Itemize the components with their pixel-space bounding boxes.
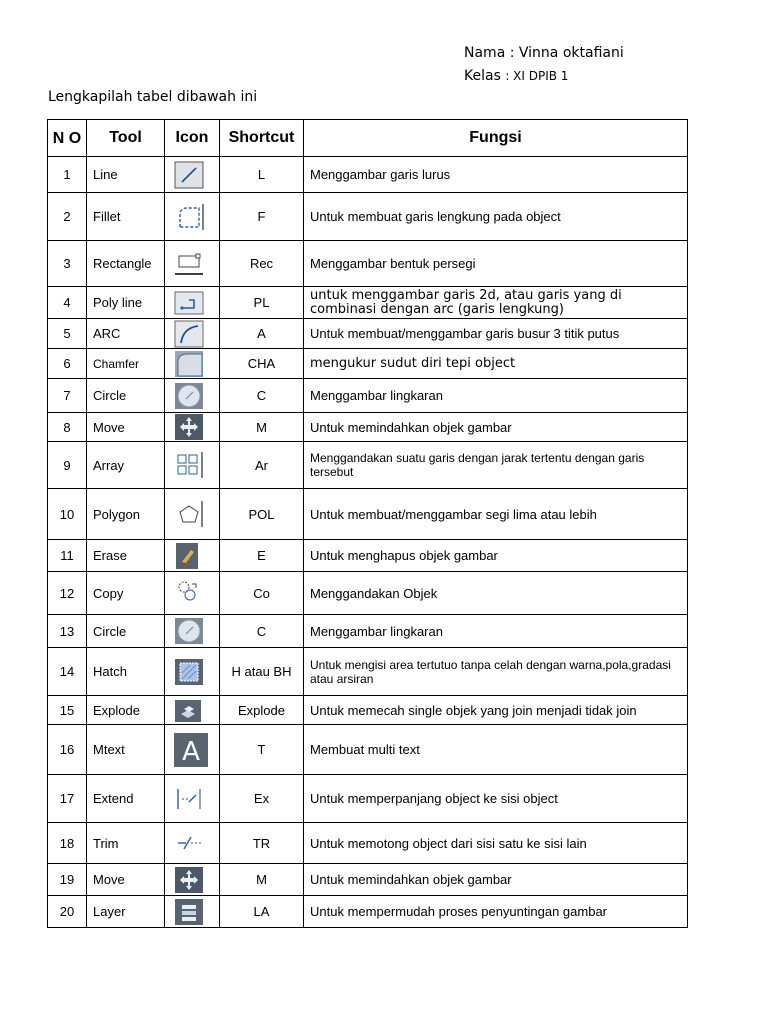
cell-shortcut: Explode: [220, 696, 304, 725]
cell-shortcut: LA: [220, 896, 304, 928]
cell-shortcut: CHA: [220, 349, 304, 379]
col-header-no: N O: [48, 120, 87, 157]
explode-icon: [174, 696, 204, 724]
table-row: [48, 157, 688, 193]
table-row: [48, 319, 688, 349]
col-header-shortcut: Shortcut: [220, 120, 304, 157]
cell-tool: Move: [87, 864, 165, 896]
kelas-value: : XI DPIB 1: [505, 69, 569, 83]
cell-fungsi: Untuk membuat/menggambar segi lima atau lebih: [304, 489, 688, 540]
cell-tool: Polygon: [87, 489, 165, 540]
cell-no: 19: [48, 864, 87, 896]
cell-no: 18: [48, 823, 87, 864]
cell-tool: Chamfer: [87, 349, 165, 379]
table-row: [48, 725, 688, 775]
table-row: [48, 442, 688, 489]
cell-no: 7: [48, 379, 87, 413]
cell-fungsi: Untuk mengisi area tertutuo tanpa celah dengan warna,pola,gradasi atau arsiran: [304, 648, 688, 696]
cell-tool: Hatch: [87, 648, 165, 696]
svg-text:A: A: [182, 736, 200, 767]
cell-fungsi: Untuk memindahkan objek gambar: [304, 864, 688, 896]
cell-icon: [165, 193, 220, 241]
circle-icon: [174, 617, 204, 645]
cell-tool: Explode: [87, 696, 165, 725]
circle-icon: [174, 382, 204, 410]
cell-shortcut: Co: [220, 572, 304, 615]
table-row: [48, 696, 688, 725]
arc-icon: [174, 320, 204, 348]
cell-icon: [165, 896, 220, 928]
cell-no: 16: [48, 725, 87, 775]
cell-shortcut: C: [220, 379, 304, 413]
table-row: [48, 896, 688, 928]
cell-tool: Extend: [87, 775, 165, 823]
col-header-fungsi: Fungsi: [304, 120, 688, 157]
cell-no: 2: [48, 193, 87, 241]
cell-no: 13: [48, 615, 87, 648]
table-row: [48, 379, 688, 413]
cell-icon: [165, 442, 220, 489]
nama-value: : Vinna oktafiani: [509, 45, 624, 61]
table-row: [48, 193, 688, 241]
cell-fungsi: Menggambar lingkaran: [304, 379, 688, 413]
cell-tool: Rectangle: [87, 241, 165, 287]
cell-fungsi: Untuk membuat garis lengkung pada object: [304, 193, 688, 241]
cell-icon: [165, 287, 220, 319]
cell-shortcut: F: [220, 193, 304, 241]
cell-fungsi: Untuk memperpanjang object ke sisi object: [304, 775, 688, 823]
cell-icon: [165, 648, 220, 696]
table-row: [48, 775, 688, 823]
cell-no: 11: [48, 540, 87, 572]
polygon-icon: [174, 500, 204, 528]
polyline-icon: [174, 289, 204, 317]
cell-icon: [165, 413, 220, 442]
move-icon: [174, 413, 204, 441]
cell-icon: [165, 572, 220, 615]
cell-tool: Line: [87, 157, 165, 193]
cell-tool: Move: [87, 413, 165, 442]
cell-shortcut: POL: [220, 489, 304, 540]
cell-fungsi: Untuk memindahkan objek gambar: [304, 413, 688, 442]
cell-fungsi: Untuk menghapus objek gambar: [304, 540, 688, 572]
cell-shortcut: L: [220, 157, 304, 193]
cell-fungsi: mengukur sudut diri tepi object: [304, 349, 688, 379]
cell-fungsi: Menggambar garis lurus: [304, 157, 688, 193]
cell-icon: [165, 823, 220, 864]
cell-fungsi: Membuat multi text: [304, 725, 688, 775]
cell-no: 3: [48, 241, 87, 287]
cell-tool: Fillet: [87, 193, 165, 241]
cell-fungsi: Untuk memotong object dari sisi satu ke sisi lain: [304, 823, 688, 864]
cell-no: 9: [48, 442, 87, 489]
cell-icon: [165, 864, 220, 896]
table-row: [48, 413, 688, 442]
table-row: [48, 349, 688, 379]
kelas-line: [464, 68, 568, 84]
cell-tool: Circle: [87, 379, 165, 413]
cell-no: 4: [48, 287, 87, 319]
cell-fungsi: Untuk membuat/menggambar garis busur 3 titik putus: [304, 319, 688, 349]
instruction-text: Lengkapilah tabel dibawah ini: [48, 89, 258, 105]
cell-fungsi: Untuk memecah single objek yang join menjadi tidak join: [304, 696, 688, 725]
cell-icon: [165, 319, 220, 349]
cell-tool: Copy: [87, 572, 165, 615]
cell-tool: Mtext: [87, 725, 165, 775]
tools-table: [47, 119, 688, 928]
cell-shortcut: Ar: [220, 442, 304, 489]
cell-icon: [165, 775, 220, 823]
cell-tool: Erase: [87, 540, 165, 572]
kelas-label: Kelas: [464, 68, 501, 84]
table-row: [48, 864, 688, 896]
hatch-icon: [174, 658, 204, 686]
cell-fungsi: Menggandakan suatu garis dengan jarak tertentu dengan garis tersebut: [304, 442, 688, 489]
cell-no: 12: [48, 572, 87, 615]
cell-icon: [165, 725, 220, 775]
table-row: [48, 615, 688, 648]
trim-icon: [174, 829, 204, 857]
chamfer-icon: [174, 350, 204, 378]
cell-fungsi: Menggambar bentuk persegi: [304, 241, 688, 287]
cell-icon: [165, 615, 220, 648]
cell-no: 5: [48, 319, 87, 349]
table-row: [48, 540, 688, 572]
cell-fungsi: Untuk mempermudah proses penyuntingan gambar: [304, 896, 688, 928]
layer-icon: [174, 898, 204, 926]
cell-fungsi: untuk menggambar garis 2d, atau garis yang di combinasi dengan arc (garis lengkung): [304, 287, 688, 319]
table-row: [48, 648, 688, 696]
cell-no: 20: [48, 896, 87, 928]
move-icon: [174, 866, 204, 894]
cell-shortcut: PL: [220, 287, 304, 319]
cell-no: 17: [48, 775, 87, 823]
nama-line: [464, 45, 624, 61]
cell-shortcut: E: [220, 540, 304, 572]
table-row: [48, 241, 688, 287]
array-icon: [174, 451, 204, 479]
cell-shortcut: Rec: [220, 241, 304, 287]
table-row: [48, 823, 688, 864]
cell-no: 6: [48, 349, 87, 379]
cell-icon: [165, 157, 220, 193]
cell-icon: [165, 489, 220, 540]
cell-tool: Poly line: [87, 287, 165, 319]
rectangle-icon: [174, 250, 204, 278]
mtext-icon: [174, 733, 208, 767]
cell-shortcut: Ex: [220, 775, 304, 823]
cell-shortcut: T: [220, 725, 304, 775]
col-header-icon: Icon: [165, 120, 220, 157]
table-row: [48, 489, 688, 540]
cell-icon: [165, 540, 220, 572]
extend-icon: [174, 785, 204, 813]
cell-fungsi: Menggandakan Objek: [304, 572, 688, 615]
cell-no: 15: [48, 696, 87, 725]
cell-shortcut: TR: [220, 823, 304, 864]
cell-shortcut: M: [220, 864, 304, 896]
cell-no: 8: [48, 413, 87, 442]
cell-no: 10: [48, 489, 87, 540]
cell-no: 14: [48, 648, 87, 696]
cell-icon: [165, 349, 220, 379]
cell-shortcut: C: [220, 615, 304, 648]
cell-tool: Trim: [87, 823, 165, 864]
cell-fungsi: Menggambar lingkaran: [304, 615, 688, 648]
cell-tool: Array: [87, 442, 165, 489]
line-icon: [174, 161, 204, 189]
cell-icon: [165, 241, 220, 287]
table-header-row: [48, 120, 688, 157]
cell-tool: Circle: [87, 615, 165, 648]
nama-label: Nama: [464, 45, 506, 61]
table-row: [48, 287, 688, 319]
cell-tool: Layer: [87, 896, 165, 928]
copy-icon: [174, 579, 204, 607]
cell-icon: [165, 379, 220, 413]
cell-tool: ARC: [87, 319, 165, 349]
cell-shortcut: H atau BH: [220, 648, 304, 696]
cell-icon: [165, 696, 220, 725]
cell-no: 1: [48, 157, 87, 193]
cell-shortcut: A: [220, 319, 304, 349]
fillet-icon: [174, 203, 204, 231]
erase-icon: [174, 542, 204, 570]
table-row: [48, 572, 688, 615]
col-header-tool: Tool: [87, 120, 165, 157]
cell-shortcut: M: [220, 413, 304, 442]
